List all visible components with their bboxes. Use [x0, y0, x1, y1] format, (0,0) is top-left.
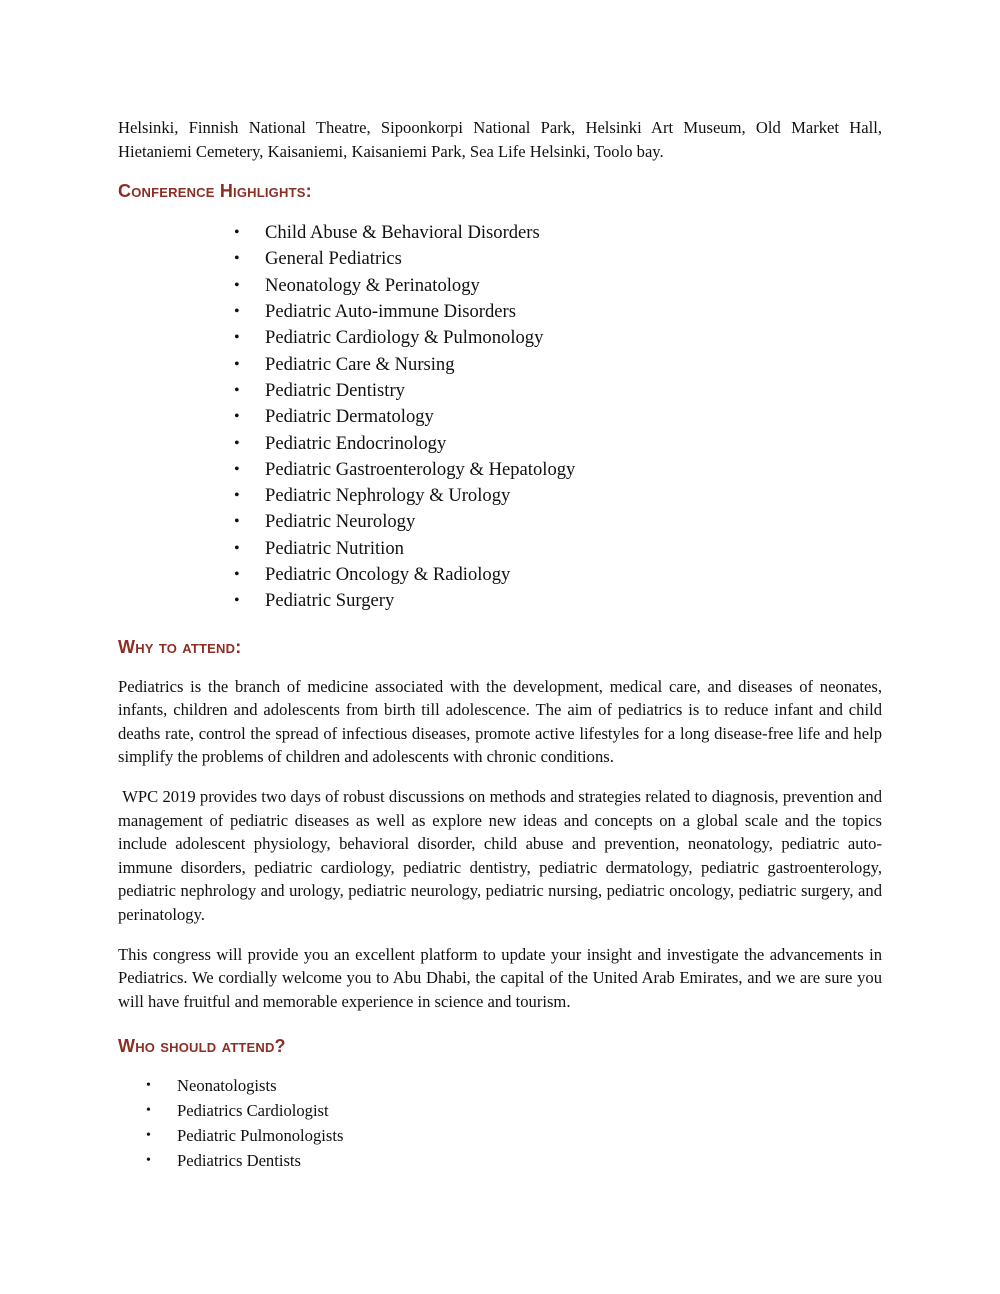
- why-attend-paragraph-1: Pediatrics is the branch of medicine associated with the development, medical care, and diseases of neonates, infants, children and adolescents from birth till adolescence. The aim of pediatrics is to reduce infant and child deaths rate, control the spread of infectious diseases, promote active lifestyles for a long disease-free life and help simplify the problems of children and adolescents with chronic conditions.: [118, 676, 882, 767]
- bullet-icon: •: [234, 329, 240, 347]
- highlights-list: [234, 220, 998, 614]
- bullet-icon: •: [146, 1103, 151, 1119]
- bullet-icon: •: [234, 224, 240, 242]
- why-attend-paragraph-3: This congress will provide you an excellent platform to update your insight and investigate the advancements in Pediatrics. We cordially welcome you to Abu Dhabi, the capital of the United Arab Emirates, and we are sure you will have fruitful and memorable experience in science and tourism.: [118, 944, 882, 1011]
- bullet-icon: •: [146, 1078, 151, 1094]
- list-item: • Pediatric Cardiology & Pulmonology: [234, 325, 998, 351]
- bullet-icon: •: [234, 592, 240, 610]
- list-item: • Pediatric Nephrology & Urology: [234, 483, 998, 509]
- bullet-icon: •: [234, 513, 240, 531]
- bullet-icon: •: [234, 250, 240, 268]
- bullet-icon: •: [234, 460, 240, 478]
- intro-paragraph: Helsinki, Finnish National Theatre, Sipoonkorpi National Park, Helsinki Art Museum, Old Market Hall, Hietaniemi Cemetery, Kaisaniemi, Kaisaniemi Park, Sea Life Helsinki, Toolo bay.: [118, 118, 882, 161]
- bullet-icon: •: [146, 1128, 151, 1144]
- list-item: • Pediatric Nutrition: [234, 536, 998, 562]
- bullet-icon: •: [234, 276, 240, 294]
- list-item: • Pediatrics Dentists: [146, 1148, 910, 1173]
- why-attend-paragraph-2: WPC 2019 provides two days of robust discussions on methods and strategies related to diagnosis, prevention and management of pediatric diseases as well as explore new ideas and concepts on a global scale and the topics include adolescent physiology, behavioral disorder, child abuse and prevention, neonatology, pediatric auto-immune disorders, pediatric cardiology, pediatric dentistry, pediatric dermatology, pediatric gastroenterology, pediatric nephrology and urology, pediatric neurology, pediatric nursing, pediatric oncology, pediatric surgery, and perinatology.: [118, 787, 882, 924]
- list-item: • Pediatric Auto-immune Disorders: [234, 299, 998, 325]
- bullet-icon: •: [234, 303, 240, 321]
- list-item: • Pediatric Endocrinology: [234, 431, 998, 457]
- list-item: • Pediatric Oncology & Radiology: [234, 562, 998, 588]
- bullet-icon: •: [234, 381, 240, 399]
- bullet-icon: •: [234, 539, 240, 557]
- list-item: • Pediatric Care & Nursing: [234, 352, 998, 378]
- list-item: • Pediatrics Cardiologist: [146, 1098, 910, 1123]
- bullet-icon: •: [234, 434, 240, 452]
- bullet-icon: •: [234, 566, 240, 584]
- list-item: • Pediatric Dermatology: [234, 404, 998, 430]
- list-item: • Neonatologists: [146, 1073, 910, 1098]
- document-page: [118, 116, 882, 1173]
- list-item: • Pediatric Surgery: [234, 588, 998, 614]
- conference-highlights-heading: Conference Highlights:: [118, 181, 312, 202]
- list-item: • Pediatric Neurology: [234, 509, 998, 535]
- list-item: • General Pediatrics: [234, 246, 998, 272]
- who-should-attend-heading: Who should attend?: [118, 1036, 286, 1057]
- bullet-icon: •: [234, 408, 240, 426]
- list-item: • Pediatric Gastroenterology & Hepatology: [234, 457, 998, 483]
- list-item: • Pediatric Pulmonologists: [146, 1123, 910, 1148]
- list-item: • Pediatric Dentistry: [234, 378, 998, 404]
- list-item: • Child Abuse & Behavioral Disorders: [234, 220, 998, 246]
- why-attend-heading: Why to attend:: [118, 636, 242, 657]
- list-item: • Neonatology & Perinatology: [234, 273, 998, 299]
- bullet-icon: •: [234, 355, 240, 373]
- bullet-icon: •: [146, 1153, 151, 1169]
- bullet-icon: •: [234, 487, 240, 505]
- who-should-attend-list: [146, 1073, 910, 1173]
